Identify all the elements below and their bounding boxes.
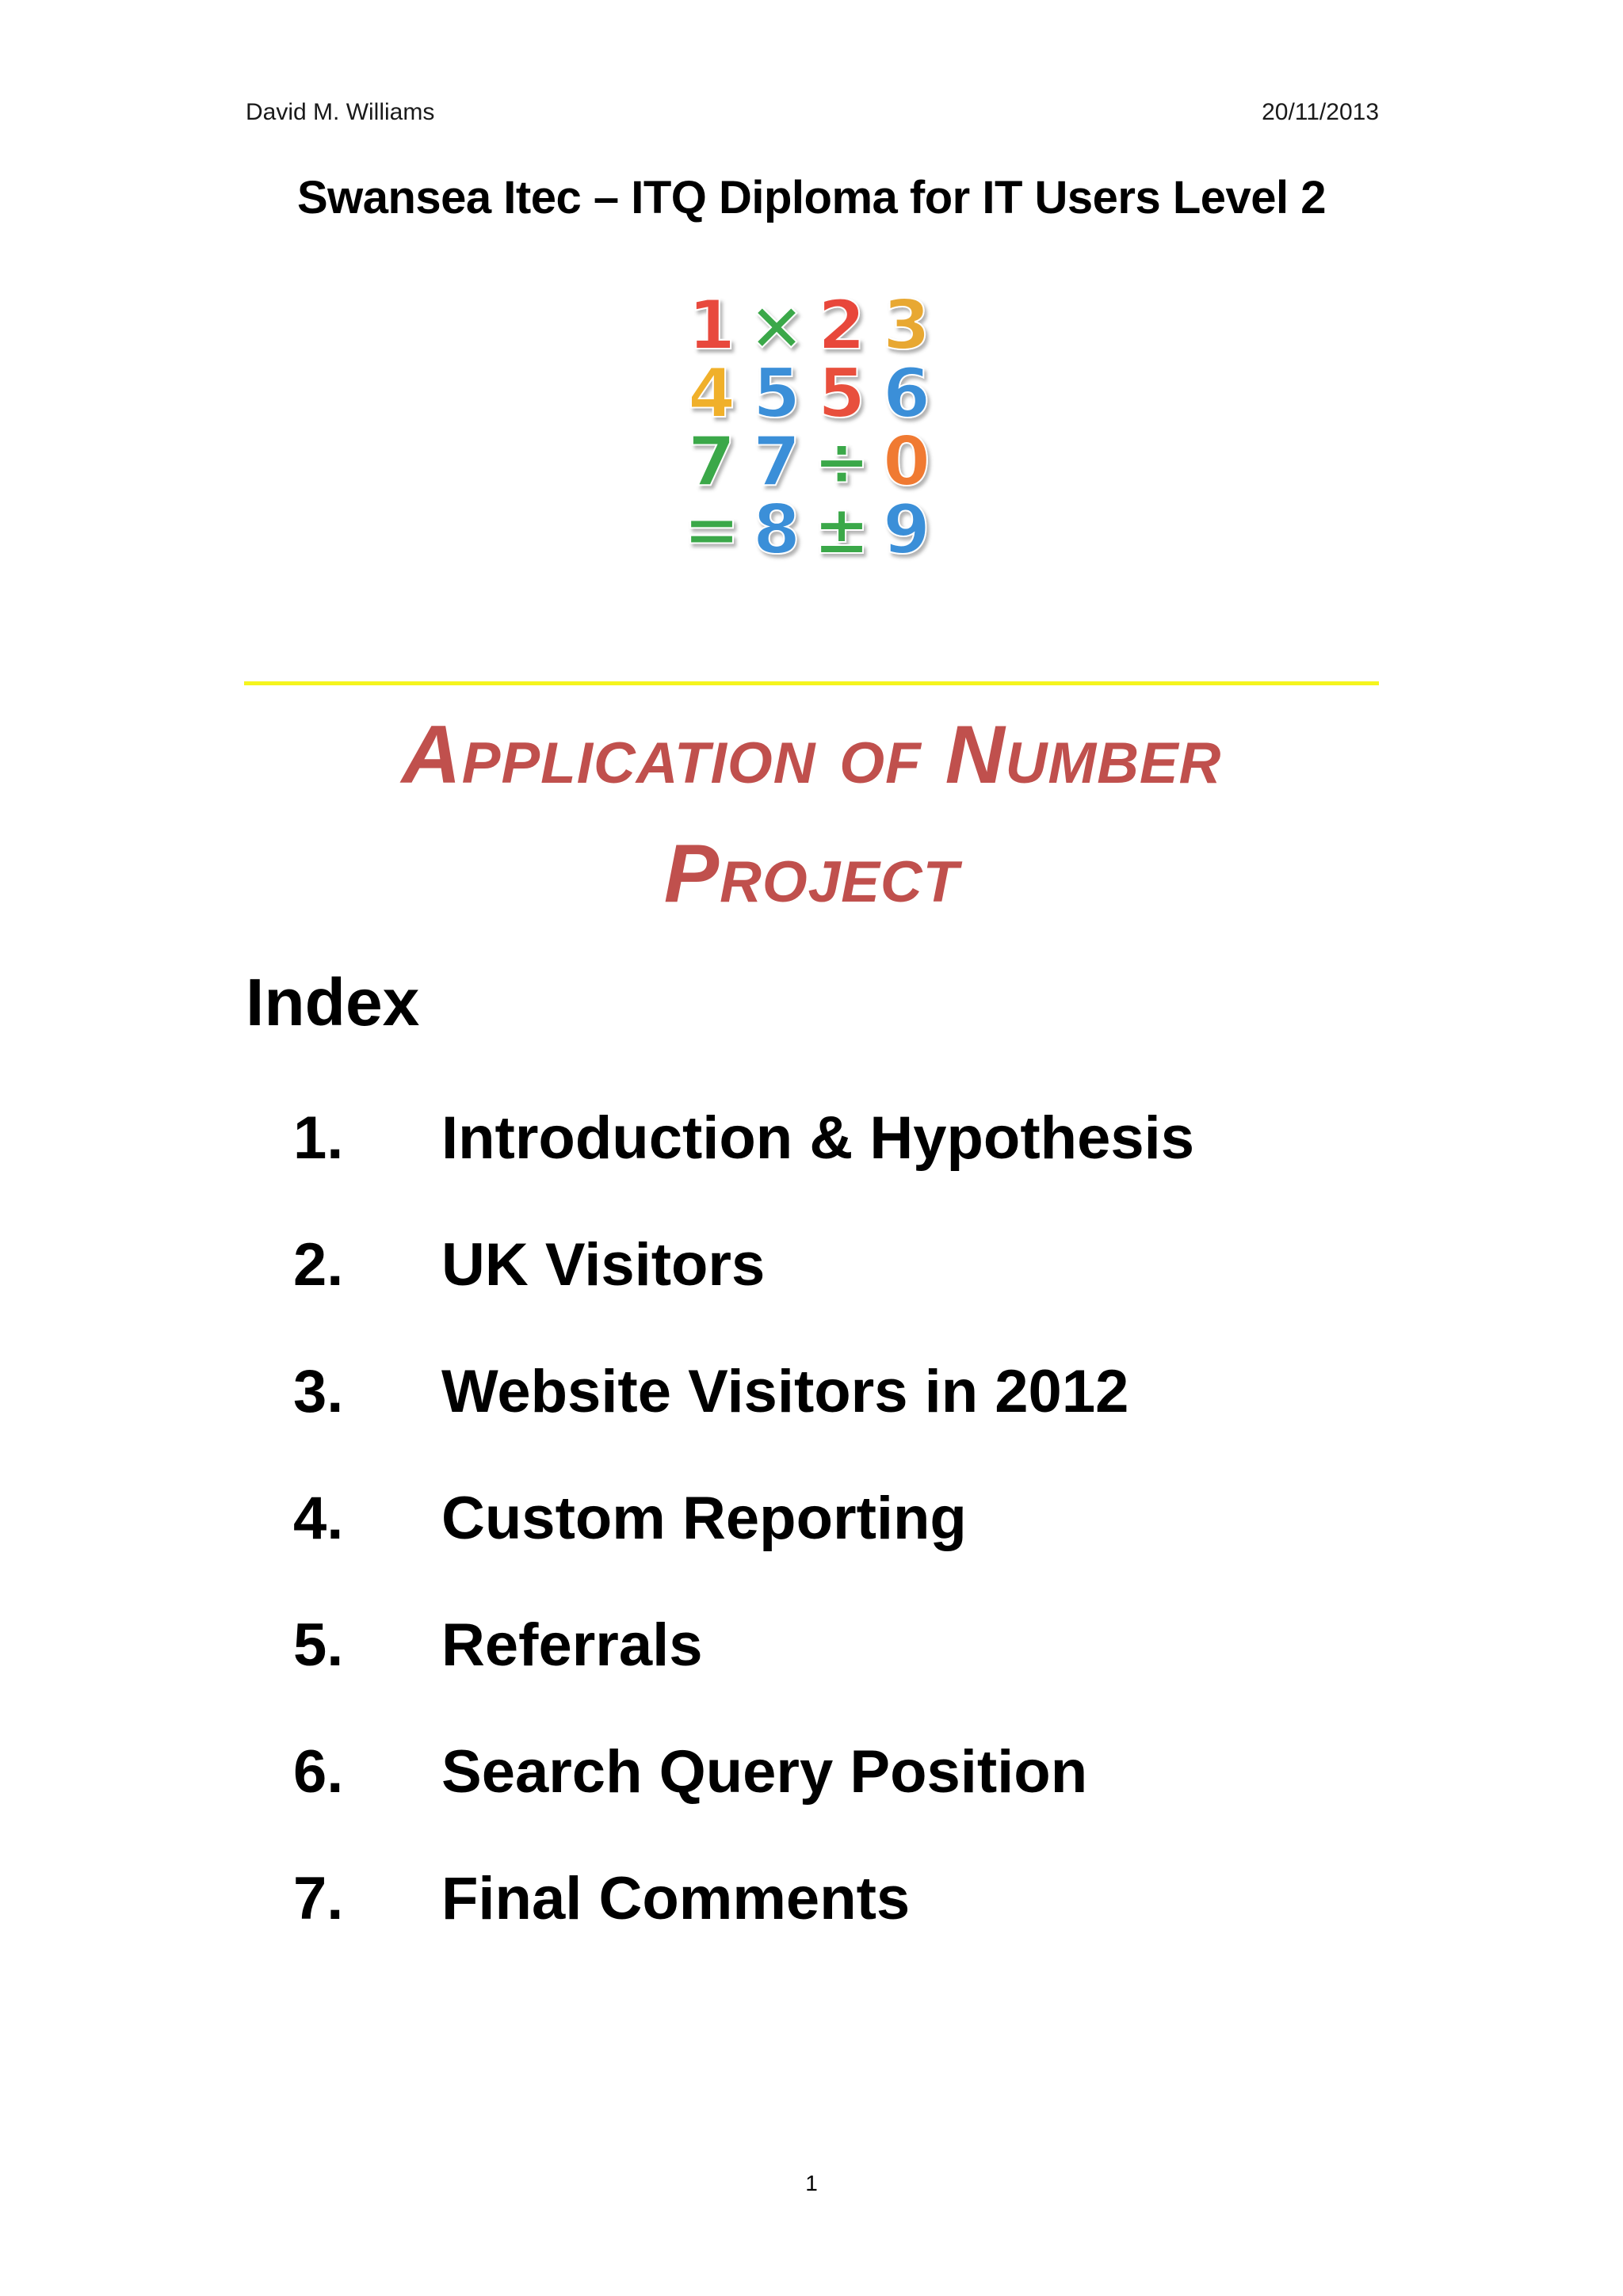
logo-glyph: = <box>682 490 741 570</box>
toc-item <box>293 1475 1403 1562</box>
numbers-blocks-icon <box>682 292 951 624</box>
logo-glyph: 5 <box>818 354 865 433</box>
main-title-line1: Application of Number <box>401 709 1222 801</box>
toc-item-number: 2. <box>293 1231 344 1299</box>
toc-item <box>293 1095 1403 1182</box>
logo-glyph: 4 <box>688 354 735 433</box>
logo-glyph: × <box>747 292 806 365</box>
logo-glyph: 8 <box>753 490 800 570</box>
toc-item <box>293 1855 1403 1943</box>
logo-glyph: 7 <box>753 422 800 502</box>
toc-item <box>293 1729 1403 1816</box>
header-author: David M. Williams <box>246 99 435 125</box>
toc-item-number: 3. <box>293 1358 344 1425</box>
title-divider <box>244 681 1379 685</box>
toc-item <box>293 1602 1403 1689</box>
logo-glyph: 7 <box>688 422 735 502</box>
logo-glyph: 1 <box>688 292 735 365</box>
toc-item <box>293 1222 1403 1309</box>
toc-item-label: Referrals <box>441 1611 703 1679</box>
logo-glyph: ± <box>812 490 871 570</box>
toc-item-label: Introduction & Hypothesis <box>441 1104 1194 1172</box>
logo-glyph: 5 <box>753 354 800 433</box>
toc-item-number: 1. <box>293 1104 344 1172</box>
numbers-blocks-graphic <box>682 292 951 624</box>
toc-item-number: 4. <box>293 1485 344 1552</box>
document-title: Swansea Itec – ITQ Diploma for IT Users Level 2 <box>296 172 1327 223</box>
toc-item-label: Final Comments <box>441 1865 911 1932</box>
toc-item-label: Website Visitors in 2012 <box>441 1358 1129 1425</box>
logo-glyph: 6 <box>883 354 930 433</box>
page-number: 1 <box>805 2171 818 2195</box>
toc-item-number: 5. <box>293 1611 344 1679</box>
toc-item-label: UK Visitors <box>441 1231 766 1299</box>
header-date: 20/11/2013 <box>1262 99 1379 125</box>
toc-item-number: 6. <box>293 1738 344 1806</box>
toc-item-number: 7. <box>293 1865 344 1932</box>
logo-glyph: 2 <box>818 292 865 365</box>
logo-glyph: 3 <box>883 292 930 365</box>
logo-glyph: 0 <box>883 422 930 502</box>
logo-glyph: 9 <box>883 490 930 570</box>
main-title-line2: Project <box>663 828 960 920</box>
index-heading: Index <box>246 965 420 1039</box>
toc-item <box>293 1348 1403 1436</box>
toc-item-label: Custom Reporting <box>441 1485 967 1552</box>
logo-glyph: ÷ <box>812 422 871 502</box>
toc-item-label: Search Query Position <box>441 1738 1088 1806</box>
